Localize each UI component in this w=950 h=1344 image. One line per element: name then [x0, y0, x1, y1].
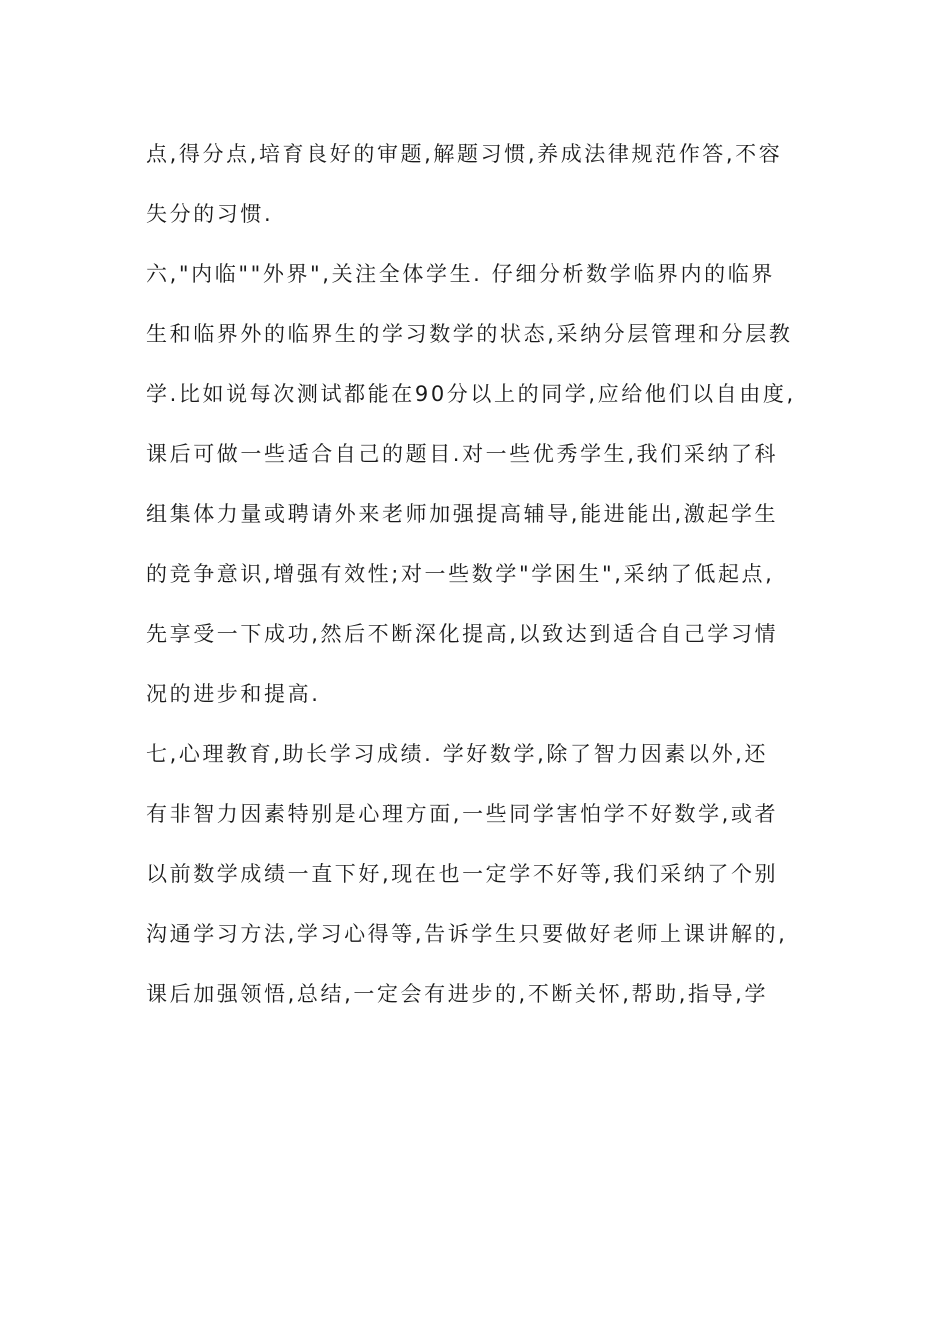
- text-line: 课后加强领悟,总结,一定会有进步的,不断关怀,帮助,指导,学: [146, 982, 769, 1006]
- section-six-heading-line: 六,"内临""外界",关注全体学生. 仔细分析数学临界内的临界: [146, 262, 775, 286]
- text-line: 况的进步和提高.: [146, 682, 321, 706]
- section-seven-heading-line: 七,心理教育,助长学习成绩. 学好数学,除了智力因素以外,还: [146, 742, 769, 766]
- text-line: 以前数学成绩一直下好,现在也一定学不好等,我们采纳了个别: [146, 862, 779, 886]
- text-line: 失分的习惯.: [146, 202, 274, 226]
- text-line: 沟通学习方法,学习心得等,告诉学生只要做好老师上课讲解的,: [146, 922, 788, 946]
- text-line: 生和临界外的临界生的学习数学的状态,采纳分层管理和分层教: [146, 322, 793, 346]
- text-line: 有非智力因素特别是心理方面,一些同学害怕学不好数学,或者: [146, 802, 779, 826]
- text-line: 组集体力量或聘请外来老师加强提高辅导,能进能出,激起学生: [146, 502, 779, 526]
- text-line: 先享受一下成功,然后不断深化提高,以致达到适合自己学习情: [146, 622, 779, 646]
- text-line: 课后可做一些适合自己的题目.对一些优秀学生,我们采纳了科: [146, 442, 779, 466]
- text-line: 点,得分点,培育良好的审题,解题习惯,养成法律规范作答,不容: [146, 142, 783, 166]
- text-line: 学.比如说每次测试都能在90分以上的同学,应给他们以自由度,: [146, 382, 796, 406]
- document-body: [146, 128, 816, 1028]
- text-line: 的竞争意识,增强有效性;对一些数学"学困生",采纳了低起点,: [146, 562, 775, 586]
